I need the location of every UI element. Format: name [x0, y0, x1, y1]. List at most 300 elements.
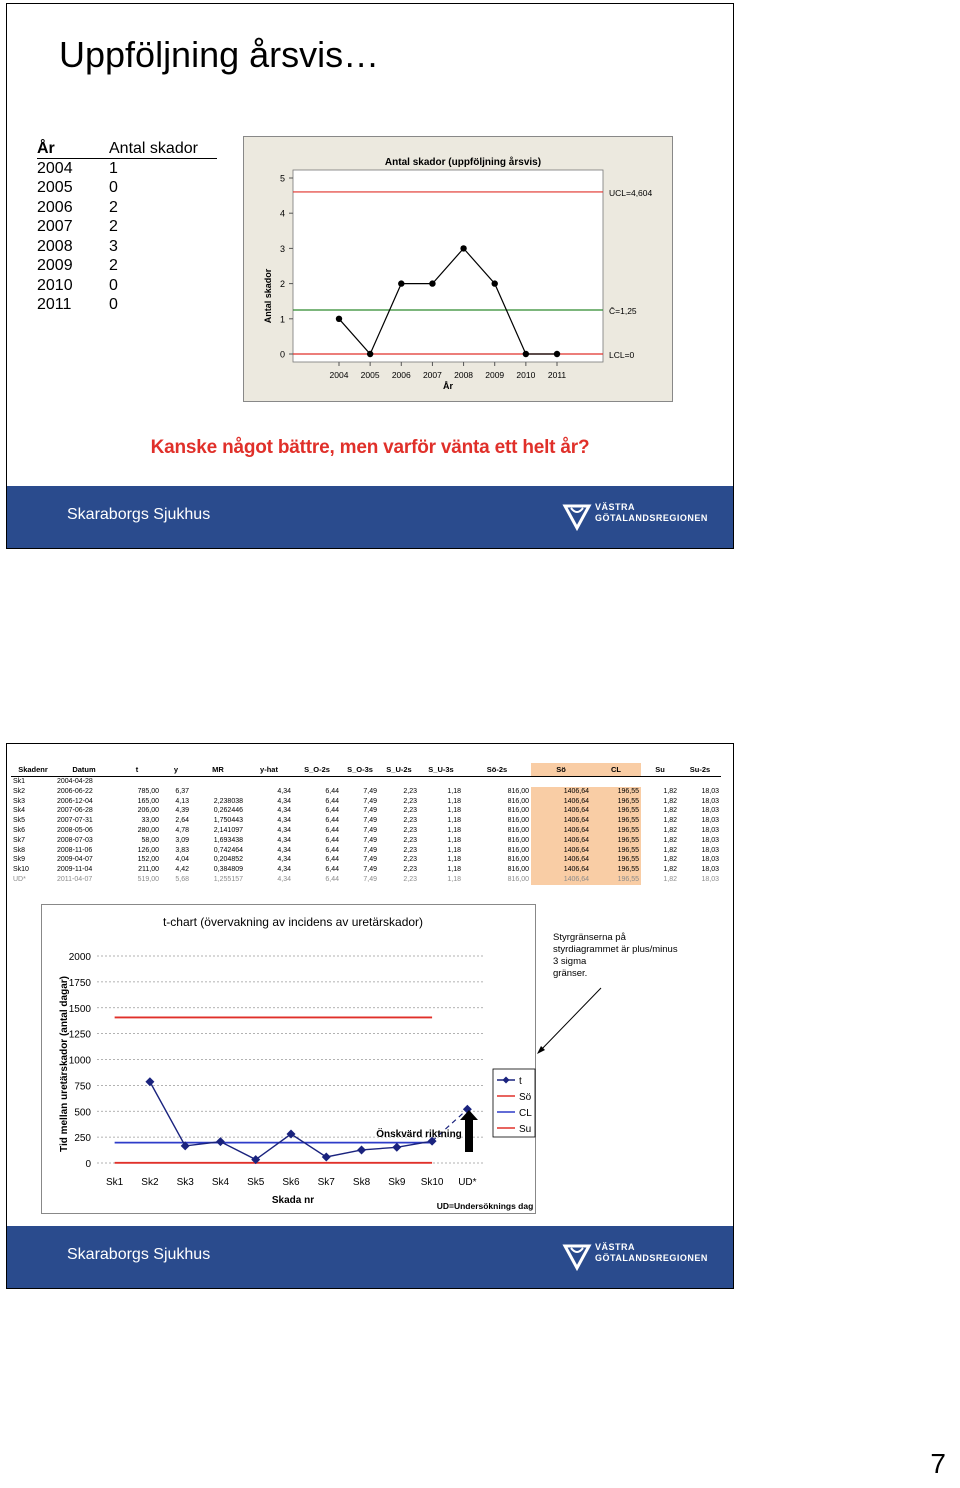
table-row — [11, 816, 721, 826]
table-row — [11, 787, 721, 797]
count-header: Antal skador — [109, 140, 198, 157]
annotation-pointer — [539, 988, 601, 1052]
y-tick-label: 1250 — [68, 1029, 91, 1041]
table-cell: 2,23 — [403, 787, 417, 795]
year-row — [37, 198, 198, 218]
table-cell: 1406,64 — [531, 865, 591, 875]
table-cell: 1,82 — [663, 866, 677, 874]
x-tick-label: Sk8 — [352, 1177, 371, 1188]
table-cell — [679, 777, 721, 787]
slide-t-chart — [6, 743, 734, 1289]
table-header-cell: S_U-2s — [379, 763, 419, 777]
year-row — [37, 237, 198, 257]
page-number: 7 — [930, 1448, 946, 1479]
table-cell: 816,00 — [507, 875, 529, 883]
table-cell: 18,03 — [701, 826, 719, 834]
table-cell: 1,82 — [663, 875, 677, 883]
table-cell: 816,00 — [507, 856, 529, 864]
table-cell: 1,18 — [447, 846, 461, 854]
table-row — [11, 836, 721, 846]
table-cell: 126,00 — [137, 846, 159, 854]
table-cell: 1406,64 — [531, 875, 591, 885]
table-row — [11, 875, 721, 885]
table-cell: 4,34 — [277, 846, 291, 854]
limit-label: C̄=1,25 — [609, 306, 637, 316]
y-tick-label: 2 — [279, 279, 285, 290]
year-cell: 2006 — [37, 198, 73, 216]
limit-label: LCL=0 — [609, 350, 635, 360]
table-cell: 6,44 — [325, 797, 339, 805]
table-header-cell: CL — [591, 763, 641, 777]
table-cell: 2,23 — [403, 836, 417, 844]
chart-title: Antal skador (uppföljning årsvis) — [384, 157, 542, 168]
table-cell: 206,00 — [137, 807, 159, 815]
legend-label: Su — [519, 1124, 532, 1135]
arrow-shaft — [465, 1118, 473, 1152]
table-cell: 4,04 — [175, 856, 189, 864]
y-axis-label: Antal skador — [263, 268, 273, 324]
year-row — [37, 178, 198, 198]
table-cell: 196,55 — [591, 846, 641, 856]
table-row — [11, 846, 721, 856]
data-table-body — [11, 777, 721, 885]
table-row — [11, 855, 721, 865]
table-cell: 0,262446 — [213, 807, 243, 815]
y-axis-label: Tid mellan uretärskador (antal dagar) — [59, 976, 70, 1152]
table-cell: 1406,64 — [531, 816, 591, 826]
table-cell: 1,18 — [447, 817, 461, 825]
table-header-cell: t — [113, 763, 161, 777]
region-logo-icon — [563, 1242, 593, 1272]
table-cell: 1,82 — [663, 836, 677, 844]
table-header-cell: Su — [641, 763, 679, 777]
table-cell: 18,03 — [701, 846, 719, 854]
table-cell: 2,23 — [403, 797, 417, 805]
count-cell: 2 — [109, 198, 118, 216]
table-cell — [379, 777, 419, 787]
table-cell — [161, 777, 191, 787]
y-tick-label: 1000 — [68, 1055, 91, 1067]
table-cell: 4,34 — [277, 866, 291, 874]
logo-line-2: GÖTALANDSREGIONEN — [595, 1253, 708, 1263]
table-cell: 6,44 — [325, 787, 339, 795]
region-logo-icon — [563, 502, 593, 532]
table-cell — [191, 777, 245, 787]
table-cell: 4,39 — [175, 807, 189, 815]
table-cell — [419, 777, 463, 787]
year-cell: 2009 — [37, 257, 73, 274]
table-row — [11, 797, 721, 807]
year-cell: 2007 — [37, 218, 73, 235]
table-cell: 2,23 — [403, 866, 417, 874]
annotation-line: styrdiagrammet är plus/minus — [553, 944, 678, 955]
slide-title: Uppföljning årsvis… — [59, 34, 380, 75]
table-cell: 18,03 — [701, 797, 719, 805]
annotation-line: Styrgränserna på — [553, 932, 626, 943]
table-cell: 4,34 — [277, 817, 291, 825]
hospital-name: Skaraborgs Sjukhus — [67, 1246, 211, 1263]
x-tick-label: Sk7 — [317, 1177, 335, 1188]
table-cell: Sk7 — [13, 836, 26, 844]
table-cell: 2009-04-07 — [57, 856, 93, 864]
table-header-cell: Skadenr — [11, 763, 55, 777]
y-tick-label: 3 — [279, 243, 285, 254]
y-tick-label: 0 — [85, 1159, 91, 1170]
table-cell: 2,23 — [403, 846, 417, 854]
table-cell — [591, 777, 641, 787]
table-cell: 0,384809 — [213, 866, 243, 874]
legend-label: CL — [519, 1108, 532, 1119]
count-cell: 2 — [109, 257, 118, 274]
table-cell: 1406,64 — [531, 797, 591, 807]
annotation-line: gränser. — [553, 968, 588, 979]
table-cell: 7,49 — [363, 807, 377, 815]
header-underline — [37, 158, 217, 159]
table-cell: 5,68 — [175, 875, 189, 883]
year-cell: 2011 — [37, 296, 72, 313]
table-cell — [191, 787, 245, 797]
x-tick-label: 2007 — [422, 370, 442, 380]
y-tick-label: 1 — [279, 314, 285, 325]
table-cell: 6,44 — [325, 817, 339, 825]
x-tick-label: 2009 — [485, 370, 505, 380]
data-point — [492, 280, 498, 286]
table-cell: 1,82 — [663, 817, 677, 825]
table-header-cell: S_O-2s — [293, 763, 341, 777]
table-cell: 2007-07-31 — [57, 817, 93, 825]
y-tick-label: 500 — [74, 1107, 91, 1119]
x-axis-label: År — [442, 381, 454, 391]
table-cell: 816,00 — [507, 817, 529, 825]
table-cell: 7,49 — [363, 846, 377, 854]
table-cell: 33,00 — [141, 817, 159, 825]
table-cell: 1,18 — [447, 807, 461, 815]
table-cell: 785,00 — [137, 787, 159, 795]
table-cell: 816,00 — [507, 826, 529, 834]
chart-frame — [42, 905, 536, 1214]
data-point — [523, 351, 529, 357]
table-cell: 2008-05-06 — [57, 826, 93, 834]
x-tick-label: 2008 — [454, 370, 474, 380]
table-cell: 2011-04-07 — [57, 875, 93, 883]
table-header-cell: Su-2s — [679, 763, 721, 777]
x-axis-label: Skada nr — [271, 1195, 315, 1206]
annotation-line: 3 sigma — [553, 956, 587, 967]
table-cell: 4,42 — [175, 866, 189, 874]
hospital-name: Skaraborgs Sjukhus — [67, 506, 211, 523]
table-cell: 2009-11-04 — [57, 866, 93, 874]
table-row — [11, 806, 721, 816]
table-cell: 1,750443 — [213, 817, 243, 825]
table-cell — [531, 777, 591, 787]
x-tick-label: Sk4 — [211, 1177, 230, 1188]
table-cell: 2,23 — [403, 875, 417, 883]
table-cell — [113, 777, 161, 787]
chart-title: t-chart (övervakning av incidens av uretärskador) — [162, 915, 424, 929]
table-cell: 4,34 — [277, 826, 291, 834]
limit-label: UCL=4,604 — [609, 187, 653, 198]
table-cell: 196,55 — [591, 787, 641, 797]
logo-line-1: VÄSTRA — [595, 502, 636, 512]
table-cell: 7,49 — [363, 866, 377, 874]
table-cell: 165,00 — [137, 797, 159, 805]
table-cell: 816,00 — [507, 807, 529, 815]
table-cell: 4,34 — [277, 875, 291, 883]
table-header-cell: Sö-2s — [463, 763, 531, 777]
year-cell: 2004 — [37, 159, 73, 177]
footer-banner — [7, 486, 733, 548]
x-tick-label: Sk9 — [388, 1177, 406, 1188]
table-cell: 6,44 — [325, 807, 339, 815]
table-cell: 1,82 — [663, 826, 677, 834]
table-cell: 280,00 — [137, 826, 159, 834]
year-row — [37, 256, 198, 276]
table-header-cell: MR — [191, 763, 245, 777]
table-cell: 1,255157 — [213, 875, 243, 883]
table-cell: 6,44 — [325, 856, 339, 864]
table-cell: 0,204852 — [213, 856, 243, 864]
year-row — [37, 295, 198, 315]
data-point — [429, 280, 435, 286]
y-tick-label: 1750 — [68, 977, 91, 989]
table-cell: 7,49 — [363, 817, 377, 825]
logo-line-2: GÖTALANDSREGIONEN — [595, 513, 708, 523]
year-cell: 2008 — [37, 237, 73, 255]
table-cell: 1406,64 — [531, 846, 591, 856]
table-cell: 1,18 — [447, 826, 461, 834]
year-row — [37, 276, 198, 296]
table-row — [11, 865, 721, 875]
table-cell: 1406,64 — [531, 855, 591, 865]
table-cell: 2,23 — [403, 807, 417, 815]
table-cell: UD* — [13, 875, 26, 883]
table-cell: 4,78 — [175, 826, 189, 834]
table-cell: 2008-07-03 — [57, 836, 93, 844]
x-tick-label: Sk3 — [176, 1177, 194, 1188]
table-cell: Sk10 — [13, 866, 29, 874]
region-logo-text — [595, 502, 708, 524]
table-cell: 6,44 — [325, 846, 339, 854]
legend-label: t — [519, 1076, 522, 1087]
table-cell — [341, 777, 379, 787]
year-row — [37, 159, 198, 179]
table-cell: 1,82 — [663, 856, 677, 864]
region-logo — [563, 1240, 708, 1274]
table-row — [11, 826, 721, 836]
table-header-cell: S_O-3s — [341, 763, 379, 777]
table-cell — [463, 777, 531, 787]
legend-label: Sö — [519, 1092, 532, 1103]
table-cell: 6,44 — [325, 836, 339, 844]
table-cell: 7,49 — [363, 787, 377, 795]
table-cell: 2008-11-06 — [57, 846, 93, 854]
count-cell: 3 — [109, 237, 118, 255]
table-cell: 1406,64 — [531, 787, 591, 797]
table-cell: 18,03 — [701, 856, 719, 864]
table-cell: 196,55 — [591, 855, 641, 865]
table-cell: 1,18 — [447, 836, 461, 844]
table-cell: 2007-06-28 — [57, 807, 93, 815]
region-logo-text — [595, 1242, 708, 1264]
table-cell: 1,18 — [447, 797, 461, 805]
table-cell: Sk6 — [13, 826, 26, 834]
table-cell: 1,82 — [663, 797, 677, 805]
table-cell: 18,03 — [701, 787, 719, 795]
table-header-cell: Sö — [531, 763, 591, 777]
data-point — [554, 351, 560, 357]
table-cell: 6,44 — [325, 866, 339, 874]
y-tick-label: 2000 — [68, 952, 91, 963]
table-cell: 2,238038 — [213, 797, 243, 805]
table-header-cell: y — [161, 763, 191, 777]
table-cell: 7,49 — [363, 836, 377, 844]
table-cell: 0,742464 — [213, 846, 243, 854]
x-tick-label: Sk2 — [141, 1177, 159, 1188]
table-cell: 3,83 — [175, 846, 189, 854]
logo-line-1: VÄSTRA — [595, 1242, 636, 1252]
year-table-header — [37, 139, 198, 159]
y-tick-label: 750 — [74, 1081, 91, 1093]
table-cell: Sk2 — [13, 787, 26, 795]
table-cell: 1406,64 — [531, 836, 591, 846]
table-cell: 211,00 — [138, 866, 159, 874]
x-tick-label: 2010 — [516, 370, 536, 380]
table-cell: 1,18 — [447, 787, 461, 795]
table-cell: 2,23 — [403, 856, 417, 864]
table-cell: 816,00 — [507, 836, 529, 844]
y-tick-label: 1500 — [68, 1003, 91, 1015]
table-cell: 4,34 — [277, 807, 291, 815]
table-cell: 816,00 — [507, 797, 529, 805]
ud-note: UD=Undersöknings dag — [436, 1201, 534, 1211]
table-cell: 196,55 — [591, 797, 641, 807]
slide-subtitle: Kanske något bättre, men varför vänta ett helt år? — [150, 437, 590, 458]
table-cell: 4,34 — [277, 856, 291, 864]
table-cell: 2,23 — [403, 826, 417, 834]
data-table-header — [11, 763, 721, 777]
y-tick-label: 5 — [279, 173, 285, 184]
table-cell: Sk1 — [13, 778, 26, 785]
x-tick-label: 2006 — [391, 370, 411, 380]
desired-direction-label: Önskvärd riktning — [376, 1129, 462, 1140]
table-header-cell: Datum — [55, 763, 113, 777]
table-cell: 6,44 — [325, 826, 339, 834]
table-cell: 2,141097 — [213, 826, 243, 834]
table-cell: 196,55 — [591, 865, 641, 875]
table-header-cell: y-hat — [245, 763, 293, 777]
x-tick-label: Sk10 — [420, 1177, 444, 1188]
table-cell: 2006-12-04 — [57, 797, 93, 805]
x-tick-label: 2011 — [547, 370, 567, 380]
table-cell: 3,09 — [175, 836, 189, 844]
table-cell: 1,82 — [663, 846, 677, 854]
data-point — [398, 280, 404, 286]
x-tick-label: 2004 — [329, 370, 349, 380]
count-cell: 0 — [109, 179, 118, 196]
data-point — [336, 316, 342, 322]
footer-banner — [7, 1226, 733, 1288]
y-tick-label: 250 — [74, 1133, 91, 1145]
table-cell: Sk9 — [13, 856, 26, 864]
table-cell — [245, 777, 293, 787]
table-cell: 196,55 — [591, 836, 641, 846]
year-table — [37, 139, 198, 315]
data-table — [11, 763, 721, 885]
count-cell: 0 — [109, 276, 118, 294]
year-header: År — [37, 140, 55, 157]
table-cell: 18,03 — [701, 807, 719, 815]
table-cell: 58,00 — [141, 836, 159, 844]
table-cell: 4,34 — [277, 787, 291, 795]
y-tick-label: 0 — [279, 349, 285, 360]
legend — [493, 1069, 535, 1137]
table-cell: 6,44 — [325, 875, 339, 883]
table-cell: 816,00 — [507, 866, 529, 874]
count-cell: 0 — [109, 296, 118, 313]
table-cell: Sk4 — [13, 807, 26, 815]
year-cell: 2005 — [37, 179, 73, 196]
table-cell: 18,03 — [701, 836, 719, 844]
x-tick-label: Sk1 — [106, 1177, 124, 1188]
year-table-body — [37, 159, 198, 315]
table-cell: 18,03 — [701, 817, 719, 825]
table-row — [11, 777, 721, 787]
x-tick-label: UD* — [458, 1177, 477, 1188]
table-cell — [293, 777, 341, 787]
table-cell: 1,82 — [663, 787, 677, 795]
table-cell: 18,03 — [701, 875, 719, 883]
year-row — [37, 217, 198, 237]
table-cell: 7,49 — [363, 826, 377, 834]
table-cell: 1,82 — [663, 807, 677, 815]
year-cell: 2010 — [37, 276, 73, 294]
table-cell: 1,693438 — [213, 836, 243, 844]
region-logo — [563, 500, 708, 534]
table-cell: 1,18 — [447, 866, 461, 874]
annual-control-chart — [243, 136, 673, 402]
table-cell: 196,55 — [591, 816, 641, 826]
count-cell: 2 — [109, 218, 118, 235]
table-cell — [641, 777, 679, 787]
table-cell: 196,55 — [591, 826, 641, 836]
table-cell: 816,00 — [507, 846, 529, 854]
table-cell: Sk8 — [13, 846, 26, 854]
table-cell: 4,34 — [277, 797, 291, 805]
y-tick-label: 4 — [279, 208, 285, 219]
table-cell: 18,03 — [701, 866, 719, 874]
table-cell: 196,55 — [591, 875, 641, 885]
table-cell: 519,00 — [137, 875, 159, 883]
table-cell: 7,49 — [363, 797, 377, 805]
table-header-cell: S_U-3s — [419, 763, 463, 777]
table-cell: 1,18 — [447, 856, 461, 864]
table-cell: 1406,64 — [531, 826, 591, 836]
table-cell: 4,34 — [277, 836, 291, 844]
x-tick-label: Sk6 — [282, 1177, 300, 1188]
table-cell: 2,64 — [175, 817, 189, 825]
data-point — [367, 351, 373, 357]
x-tick-label: 2005 — [360, 370, 380, 380]
table-cell: 2006-06-22 — [57, 787, 93, 795]
table-cell: 196,55 — [591, 806, 641, 816]
data-point — [460, 245, 466, 251]
table-cell: Sk3 — [13, 797, 26, 805]
table-cell: 816,00 — [507, 787, 529, 795]
table-cell: Sk5 — [13, 817, 26, 825]
table-cell: 7,49 — [363, 875, 377, 883]
x-tick-label: Sk5 — [247, 1177, 265, 1188]
table-cell: 2,23 — [403, 817, 417, 825]
